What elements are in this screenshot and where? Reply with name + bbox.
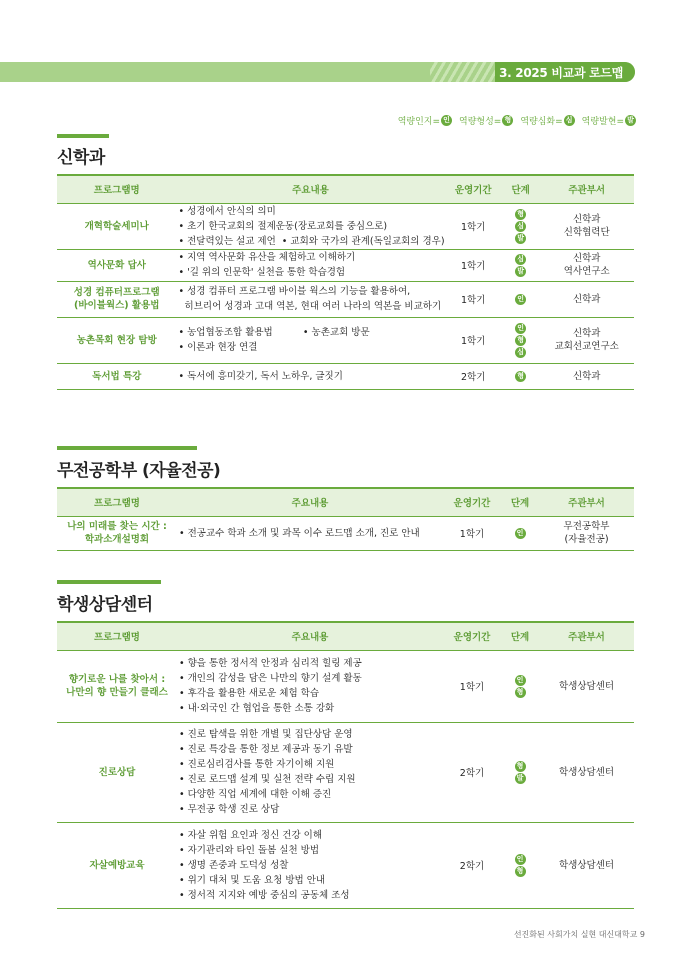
cell-line: • 내·외국인 간 협업을 통한 소통 강화 — [179, 703, 335, 714]
cell-line: 학생상담센터 — [558, 859, 615, 871]
program-name — [57, 281, 177, 317]
program-period: 2학기 — [443, 822, 501, 908]
level-badge-icon: 발 — [515, 266, 526, 277]
section-bar — [57, 134, 109, 138]
program-level — [502, 203, 540, 249]
cell-line: 진로상담 — [98, 766, 136, 778]
cell-line: • 자기관리와 타인 돌봄 실천 방법 — [179, 844, 320, 856]
level-badge-icon: 인 — [515, 294, 526, 305]
header-stripes — [430, 62, 500, 82]
level-badge-icon: 형 — [515, 687, 526, 698]
legend-label: 역량인지= — [397, 117, 441, 127]
section-title: 신학과 — [57, 148, 105, 168]
col-period-header: 운영기간 — [443, 488, 501, 516]
program-period: 2학기 — [445, 363, 502, 389]
legend-badge-icon: 발 — [625, 115, 636, 126]
level-badge-icon: 심 — [515, 347, 526, 358]
program-level — [501, 722, 539, 822]
program-content — [177, 249, 445, 281]
competency-legend — [398, 114, 636, 127]
cell-line: • 전달력있는 설교 제언 • 교회와 국가의 관계(독일교회의 경우) — [178, 235, 445, 247]
program-dept — [539, 650, 634, 722]
cell-line: 나의 미래를 찾는 시간 : — [67, 521, 167, 532]
col-dept-header: 주관부서 — [539, 622, 634, 650]
legend-badge-icon: 인 — [441, 115, 452, 126]
page-footer: 선진화된 사회가치 실현 대신대학교 9 — [513, 930, 645, 939]
program-dept — [539, 722, 634, 822]
cell-line: 히브리어 성경과 고대 역본, 현대 여러 나라의 역본을 비교하기 — [178, 301, 442, 312]
table-row — [57, 317, 634, 363]
header-bar — [0, 62, 635, 82]
cell-line: 신학과 — [572, 370, 601, 382]
level-badge-icon: 형 — [515, 371, 526, 382]
legend-label: 역량심화= — [520, 117, 563, 127]
level-badge-icon: 심 — [515, 221, 526, 232]
legend-badge-icon: 심 — [564, 115, 575, 126]
program-content — [177, 317, 445, 363]
program-name — [57, 722, 177, 822]
program-period: 1학기 — [445, 203, 502, 249]
cell-line: 신학과 — [572, 293, 601, 305]
cell-line: • 무전공 학생 진로 상담 — [179, 804, 280, 815]
cell-line: 신학과 — [572, 214, 601, 225]
program-dept — [539, 516, 634, 550]
cell-line: 신학과 — [572, 328, 601, 339]
cell-line: • 진로 탐색을 위한 개별 및 집단상담 운영 — [179, 729, 353, 740]
program-period: 1학기 — [445, 317, 502, 363]
cell-line: 역사문화 답사 — [87, 259, 146, 271]
cell-line: 성경 컴퓨터프로그램 — [73, 287, 160, 298]
program-level — [502, 281, 540, 317]
level-badge-icon: 형 — [515, 335, 526, 346]
legend-item — [398, 114, 452, 127]
table-row — [57, 249, 634, 281]
cell-line: • 정서적 지지와 예방 중심의 공동체 조성 — [179, 889, 350, 901]
level-badge-icon: 형 — [515, 209, 526, 220]
table-row — [57, 650, 634, 722]
program-content — [177, 363, 445, 389]
cell-line: • 생명 존중과 도덕성 성찰 — [179, 859, 289, 871]
cell-line: • 농업협동조합 활용법 • 농촌교회 방문 — [178, 327, 370, 338]
program-period: 1학기 — [443, 650, 501, 722]
program-content — [177, 516, 443, 550]
cell-line: • '길 위의 인문학' 실천을 통한 학습경험 — [178, 267, 346, 278]
table-row — [57, 822, 634, 908]
cell-line: 역사연구소 — [563, 266, 610, 277]
program-period: 2학기 — [443, 722, 501, 822]
cell-line: 교회선교연구소 — [554, 341, 619, 352]
cell-line: (바이블웍스) 활용법 — [74, 300, 160, 311]
program-name — [57, 317, 177, 363]
program-period: 1학기 — [445, 281, 502, 317]
program-dept — [539, 249, 634, 281]
program-dept — [539, 281, 634, 317]
level-badge-icon: 심 — [515, 254, 526, 265]
cell-line: • 진로 특강을 통한 정보 제공과 동기 유발 — [179, 744, 353, 755]
cell-line: 개혁학술세미나 — [84, 220, 149, 232]
cell-line: 나만의 향 만들기 클래스 — [66, 687, 168, 698]
program-dept — [539, 317, 634, 363]
level-badge-icon: 형 — [515, 761, 526, 772]
col-content-header: 주요내용 — [177, 622, 443, 650]
program-content — [177, 722, 443, 822]
table-row — [57, 203, 634, 249]
program-period: 1학기 — [445, 249, 502, 281]
cell-line: 독서법 특강 — [92, 370, 142, 382]
program-period: 1학기 — [443, 516, 501, 550]
col-program-header: 프로그램명 — [57, 488, 177, 516]
cell-line: 신학협력단 — [563, 227, 610, 238]
col-period-header: 운영기간 — [443, 622, 501, 650]
col-content-header: 주요내용 — [177, 488, 443, 516]
program-content — [177, 822, 443, 908]
cell-line: • 성경 컴퓨터 프로그램 바이블 웍스의 기능을 활용하여, — [178, 286, 411, 297]
level-badge-icon: 인 — [515, 854, 526, 865]
program-name — [57, 516, 177, 550]
cell-line: • 개인의 감성을 담은 나만의 향기 설계 활동 — [179, 673, 362, 684]
program-name — [57, 249, 177, 281]
col-period-header: 운영기간 — [445, 175, 502, 203]
table-row — [57, 722, 634, 822]
cell-line: • 진로 로드맵 설계 및 실천 전략 수립 지원 — [179, 774, 356, 785]
legend-item — [459, 114, 513, 127]
col-dept-header: 주관부서 — [539, 488, 634, 516]
program-table — [57, 487, 634, 551]
level-badge-icon: 형 — [515, 866, 526, 877]
cell-line: • 향을 통한 정서적 안정과 심리적 힐링 제공 — [179, 658, 362, 669]
level-badge-icon: 인 — [515, 675, 526, 686]
section-title: 학생상담센터 — [57, 595, 153, 615]
cell-line: 신학과 — [572, 253, 601, 264]
cell-line: • 진로심리검사를 통한 자기이해 지원 — [179, 759, 335, 770]
program-table — [57, 621, 634, 909]
cell-line: • 자살 위험 요인과 정신 건강 이해 — [179, 829, 323, 841]
level-badge-icon: 인 — [515, 323, 526, 334]
section-title: 무전공학부 (자율전공) — [57, 461, 221, 481]
cell-line: 무전공학부 — [563, 521, 610, 532]
section-bar — [57, 580, 161, 584]
program-level — [501, 516, 539, 550]
cell-line: • 지역 역사문화 유산을 체험하고 이해하기 — [178, 252, 356, 263]
cell-line: • 이론과 현장 연결 — [178, 342, 258, 353]
program-content — [177, 650, 443, 722]
program-dept — [539, 363, 634, 389]
program-name — [57, 822, 177, 908]
cell-line: 학과소개설명회 — [84, 534, 150, 545]
table-row — [57, 516, 634, 550]
cell-line: 향기로운 나를 찾아서 : — [68, 674, 166, 685]
level-badge-icon: 발 — [515, 773, 526, 784]
cell-line: (자율전공) — [564, 534, 609, 545]
cell-line: • 위기 대처 및 도움 요청 방법 안내 — [179, 874, 326, 886]
program-content — [177, 203, 445, 249]
cell-line: 학생상담센터 — [558, 680, 615, 692]
col-level-header: 단계 — [501, 488, 539, 516]
cell-line: • 후각을 활용한 새로운 체험 학습 — [179, 688, 320, 699]
program-level — [501, 650, 539, 722]
legend-label: 역량형성= — [459, 117, 502, 127]
program-level — [501, 822, 539, 908]
legend-item — [520, 114, 574, 127]
cell-line: 농촌목회 현장 탐방 — [76, 334, 157, 346]
cell-line: • 독서에 흥미갖기, 독서 노하우, 글짓기 — [178, 370, 343, 382]
col-level-header: 단계 — [502, 175, 540, 203]
cell-line: • 전공교수 학과 소개 및 과목 이수 로드맵 소개, 진로 안내 — [179, 527, 420, 539]
cell-line: • 초기 한국교회의 절제운동(장로교회를 중심으로) — [178, 220, 388, 232]
program-dept — [539, 822, 634, 908]
legend-badge-icon: 형 — [502, 115, 513, 126]
level-badge-icon: 발 — [515, 233, 526, 244]
cell-line: 자살예방교육 — [89, 859, 145, 871]
cell-line: • 성경에서 안식의 의미 — [178, 205, 276, 217]
program-content — [177, 281, 445, 317]
program-level — [502, 317, 540, 363]
program-name — [57, 363, 177, 389]
program-level — [502, 249, 540, 281]
section-bar — [57, 446, 197, 450]
header-title: 3. 2025 비교과 로드맵 — [499, 66, 623, 80]
legend-label: 역량발현= — [581, 117, 624, 127]
col-level-header: 단계 — [501, 622, 539, 650]
program-name — [57, 203, 177, 249]
program-table — [57, 174, 634, 390]
program-dept — [539, 203, 634, 249]
col-content-header: 주요내용 — [177, 175, 445, 203]
cell-line: • 다양한 직업 세계에 대한 이해 증진 — [179, 789, 332, 800]
col-program-header: 프로그램명 — [57, 622, 177, 650]
program-name — [57, 650, 177, 722]
legend-item — [582, 114, 636, 127]
col-program-header: 프로그램명 — [57, 175, 177, 203]
table-row — [57, 281, 634, 317]
cell-line: 학생상담센터 — [558, 766, 615, 778]
program-level — [502, 363, 540, 389]
col-dept-header: 주관부서 — [539, 175, 634, 203]
level-badge-icon: 인 — [515, 528, 526, 539]
table-row — [57, 363, 634, 389]
